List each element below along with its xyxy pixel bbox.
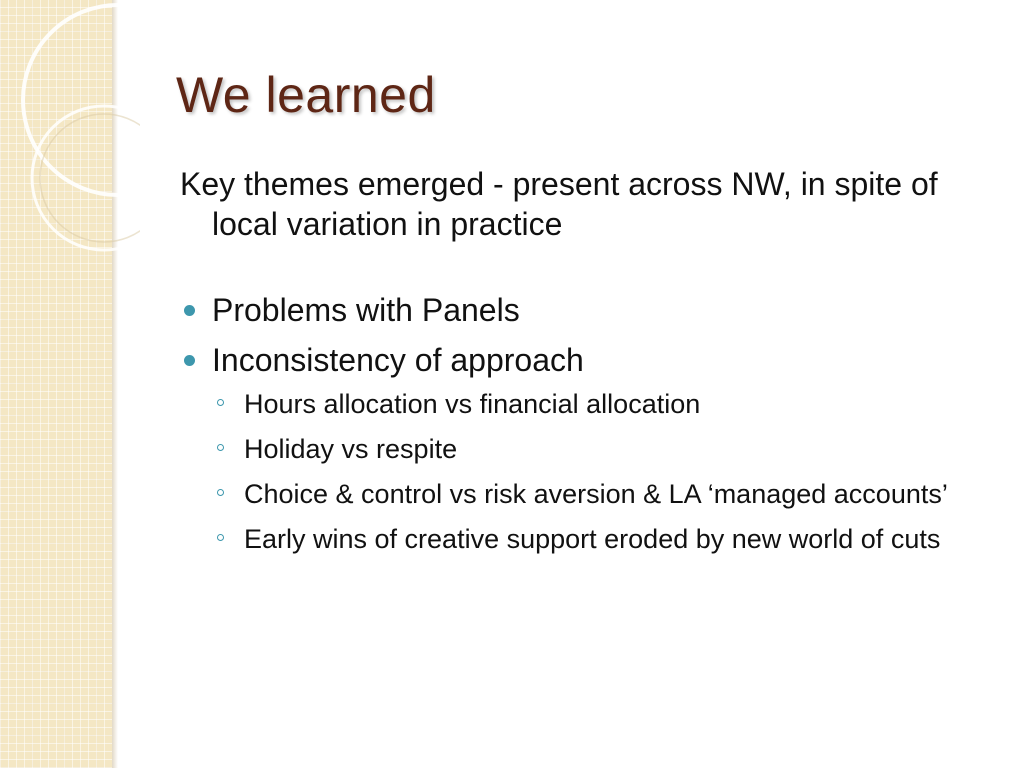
bullet-item [180,340,980,557]
sub-bullet-text: Holiday vs respite [244,434,458,464]
bullet-ring-icon [217,534,224,541]
sub-bullet-list [212,386,980,557]
sub-bullet-text: Choice & control vs risk aversion & LA ‘managed accounts’ [244,479,948,509]
bullet-ring-icon [217,489,224,496]
bullet-text: Problems with Panels [212,292,520,328]
bullet-text: Inconsistency of approach [212,342,584,378]
decorative-circle-inner [40,114,140,242]
sub-bullet-item [212,431,980,467]
sub-bullet-text: Early wins of creative support eroded by new world of cuts [244,524,941,554]
bullet-ring-icon [217,399,224,406]
bullet-ring-icon [217,444,224,451]
decorative-circle-small [32,106,140,250]
slide-body [180,164,980,567]
sub-bullet-item [212,476,980,512]
sub-bullet-item [212,521,980,557]
intro-paragraph: Key themes emerged - present across NW, in spite of local variation in practice [180,166,938,242]
slide-title: We learned [176,67,436,123]
bullet-item [180,290,980,330]
sub-bullet-item [212,386,980,422]
decorative-circles [0,0,140,260]
bullet-dot-icon [184,305,195,316]
bullet-dot-icon [184,355,195,366]
sub-bullet-text: Hours allocation vs financial allocation [244,389,701,419]
bullet-list [180,290,980,557]
